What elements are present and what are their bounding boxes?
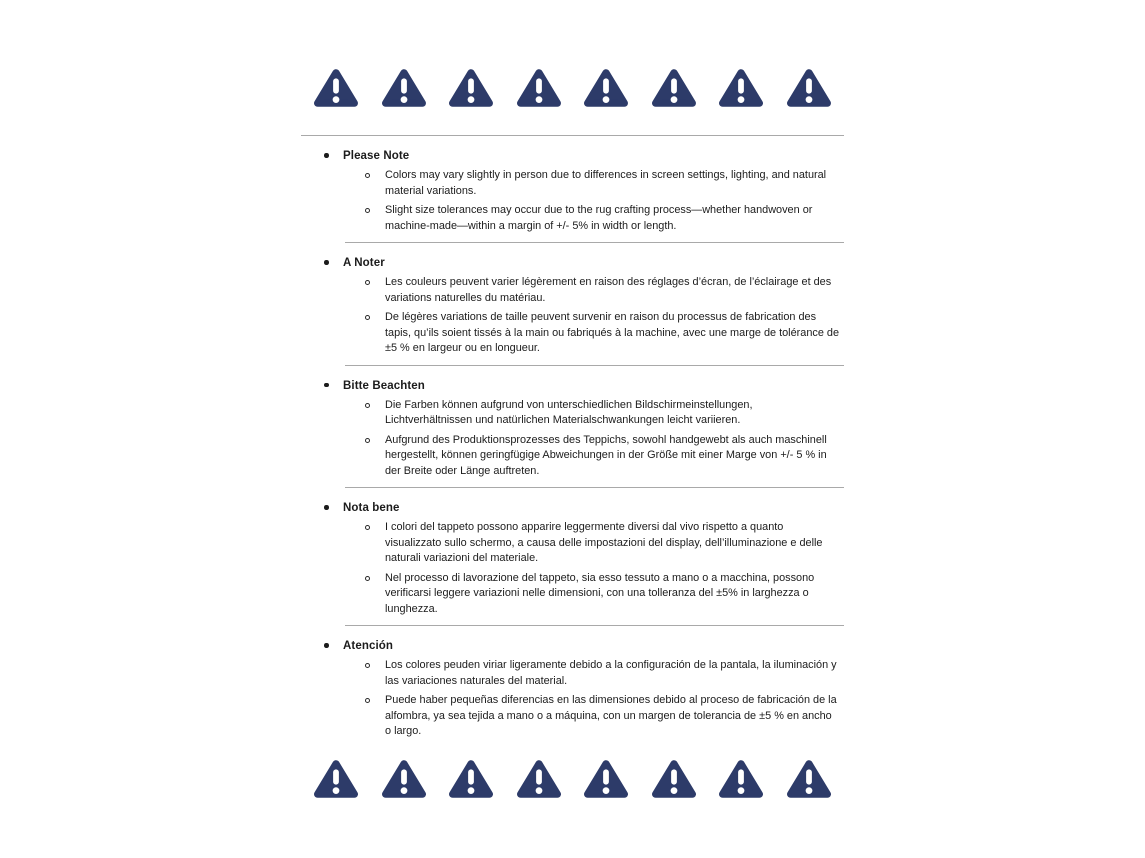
sub-bullet-marker (365, 438, 370, 443)
sub-bullet-marker (365, 173, 370, 178)
notice-text: Los colores peuden viriar ligeramente debido a la configuración de la pantala, la iluminación y las variaciones naturales del material. (385, 659, 837, 687)
notice-text: Les couleurs peuvent varier légèrement en raison des réglages d’écran, de l’éclairage et des variations naturelles du matériau. (385, 276, 832, 304)
warning-triangle-icon (447, 63, 495, 113)
notice-item (301, 168, 844, 199)
section-heading (301, 637, 844, 654)
sub-bullet-marker (365, 208, 370, 213)
warning-triangle-icon (582, 63, 630, 113)
warning-triangle-icon (380, 754, 428, 804)
notice-text: Colors may vary slightly in person due to differences in screen settings, lighting, and natural material variations. (385, 169, 827, 197)
warning-triangle-icon (312, 63, 360, 113)
section-title: Atención (343, 640, 393, 652)
sub-bullet-marker (365, 698, 370, 703)
section-title: Nota bene (343, 502, 400, 514)
bullet-marker (324, 505, 329, 510)
divider-section (345, 487, 844, 488)
bullet-marker (324, 643, 329, 648)
section-heading (301, 499, 844, 516)
sub-bullet-marker (365, 315, 370, 320)
warning-triangle-row-bottom (301, 754, 844, 804)
notice-item (301, 310, 844, 357)
notice-text: Puede haber pequeñas diferencias en las dimensiones debido al proceso de fabricación de la alfombra, ya sea tejida a mano o a máquina, con un margen de tolerancia de ±5 % en ancho o largo. (385, 694, 837, 737)
divider-section (345, 242, 844, 243)
divider-top (301, 135, 844, 136)
notice-item (301, 520, 844, 567)
sub-bullet-marker (365, 663, 370, 668)
warning-triangle-icon (650, 63, 698, 113)
notice-text: Slight size tolerances may occur due to the rug crafting process—whether handwoven or machine-made—within a margin of +/- 5% in width or length. (385, 204, 813, 232)
bullet-marker (324, 383, 329, 388)
notice-item (301, 693, 844, 740)
product-notice-document (301, 0, 844, 804)
divider-section (345, 365, 844, 366)
warning-triangle-icon (515, 63, 563, 113)
notice-section-german (301, 377, 844, 480)
warning-triangle-icon (717, 63, 765, 113)
warning-triangle-row-top (301, 63, 844, 113)
bullet-marker (324, 153, 329, 158)
notice-text: Aufgrund des Produktionsprozesses des Teppichs, sowohl handgewebt als auch maschinell hergestellt, können geringfügige Abweichungen in der Größe mit einer Marge von +/- 5 % in der Breite oder Länge auftreten. (385, 433, 827, 477)
section-title: Bitte Beachten (343, 379, 425, 392)
notice-item (301, 658, 844, 689)
notice-section-italian (301, 499, 844, 617)
divider-section (345, 625, 844, 626)
warning-triangle-icon (582, 754, 630, 804)
section-heading (301, 254, 844, 271)
section-heading (301, 147, 844, 164)
warning-triangle-icon (447, 754, 495, 804)
sub-bullet-marker (365, 280, 370, 285)
warning-triangle-icon (785, 63, 833, 113)
warning-triangle-icon (650, 754, 698, 804)
section-title: Please Note (343, 150, 410, 162)
notice-section-spanish (301, 637, 844, 740)
warning-triangle-icon (717, 754, 765, 804)
notice-item (301, 398, 844, 429)
section-heading (301, 377, 844, 394)
notice-item (301, 433, 844, 480)
warning-triangle-icon (515, 754, 563, 804)
sub-bullet-marker (365, 576, 370, 581)
bullet-marker (324, 260, 329, 265)
sub-bullet-marker (365, 525, 370, 530)
sub-bullet-marker (365, 403, 370, 408)
notice-item (301, 571, 844, 618)
notice-text: Die Farben können aufgrund von unterschiedlichen Bildschirmeinstellungen, Lichtverhältnissen und natürlichen Materialschwankungen leicht variieren. (385, 398, 753, 426)
notice-text: I colori del tappeto possono apparire leggermente diversi dal vivo rispetto a quanto visualizzato sullo schermo, a causa delle impostazioni del display, dell’illuminazione e delle naturali variazioni del materiale. (385, 521, 823, 564)
notice-item (301, 203, 844, 234)
notice-text: De légères variations de taille peuvent survenir en raison du processus de fabrication des tapis, qu’ils soient tissés à la main ou fabriqués à la machine, avec une marge de tolérance de ±5 % en largeur ou en longueur. (385, 311, 840, 354)
warning-triangle-icon (312, 754, 360, 804)
section-title: A Noter (343, 257, 385, 269)
notice-section-english (301, 147, 844, 234)
warning-triangle-icon (785, 754, 833, 804)
notice-item (301, 275, 844, 306)
notice-section-french (301, 254, 844, 357)
notice-text: Nel processo di lavorazione del tappeto, sia esso tessuto a mano o a macchina, possono verificarsi leggere variazioni nelle dimensioni, con una tolleranza del ±5% in larghezza o lunghezza. (385, 571, 815, 615)
warning-triangle-icon (380, 63, 428, 113)
